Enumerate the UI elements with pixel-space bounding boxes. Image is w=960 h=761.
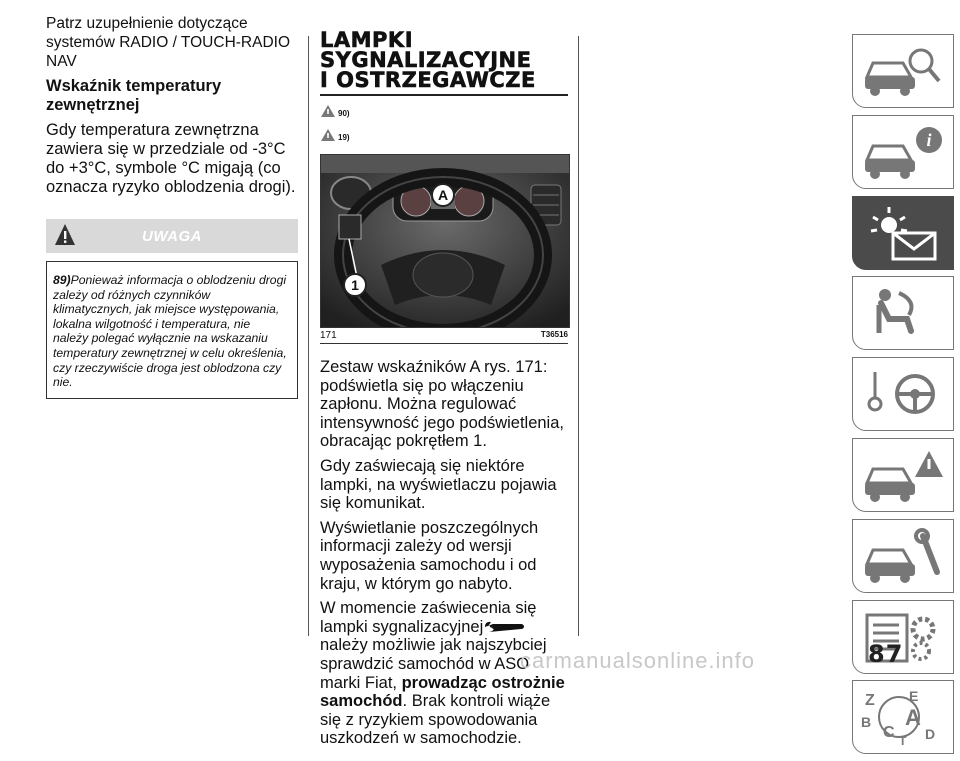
warning-label: UWAGA xyxy=(142,228,202,245)
tab-airbag-seat[interactable] xyxy=(852,276,954,350)
warning-bar xyxy=(46,219,298,253)
left-column xyxy=(46,14,298,399)
svg-text:B: B xyxy=(861,714,872,731)
car-warning-triangle-icon xyxy=(859,445,947,505)
svg-text:Z: Z xyxy=(865,692,875,710)
paragraph-1: Zestaw wskaźników A rys. 171: podświetla się po włączeniu zapłonu. Można regulować intensywność jego podświetlenia, obracając pokrętłem 1. xyxy=(320,358,564,451)
car-wrench-icon xyxy=(859,526,947,586)
tab-car-warning[interactable] xyxy=(852,438,954,512)
paragraph-3: Wyświetlanie poszczególnych informacji zależy od wersji wyposażenia samochodu i od kraju, w którym go nabyto. xyxy=(320,518,539,593)
chapter-title-line3: I OSTRZEGAWCZE xyxy=(320,68,536,92)
reference-number: 19) xyxy=(338,132,350,142)
figure-code: T36516 xyxy=(540,330,568,339)
svg-text:T: T xyxy=(899,734,907,748)
car-info-icon xyxy=(859,122,947,182)
svg-text:D: D xyxy=(925,726,936,743)
warning-text: Ponieważ informacja o oblodzeniu drogi zależy od różnych czynników klimatycznych, jak miejsce występowania, lokalna wilgotność i temperatura, nie należy polegać wyłącznie na wskazaniu temperatury zewnętrznej w celu określenia, czy rzeczywiście droga jest oblodzona czy nie. xyxy=(53,273,287,390)
dashboard-figure xyxy=(320,154,570,328)
svg-text:A: A xyxy=(905,705,921,731)
section-heading: Wskaźnik temperatury zewnętrznej xyxy=(46,77,222,114)
reference-number: 90) xyxy=(338,108,350,118)
page-number: 87 xyxy=(868,640,904,668)
tab-car-wrench[interactable] xyxy=(852,519,954,593)
tab-alphabet-index[interactable] xyxy=(852,680,954,754)
svg-text:i: i xyxy=(926,129,932,150)
paragraph-4-mid: należy możliwie jak najszybciej sprawdzić samochód w ASO marki Fiat, xyxy=(320,636,547,692)
tab-steering-key[interactable] xyxy=(852,357,954,431)
figure-rule xyxy=(320,343,568,344)
steering-key-icon xyxy=(859,364,947,424)
intro-text: Patrz uzupełnienie dotyczące systemów RADIO / TOUCH-RADIO NAV xyxy=(46,15,291,70)
wrench-icon xyxy=(483,620,525,634)
car-search-icon xyxy=(859,41,947,101)
figure-number: 171 xyxy=(320,330,337,341)
airbag-seat-icon xyxy=(859,283,947,343)
tab-warning-lights[interactable] xyxy=(852,196,954,270)
warning-lights-icon xyxy=(859,203,947,263)
paragraph-4-start: W momencie zaświecenia się lampki sygnalizacyjnej xyxy=(320,599,537,636)
figure-caption xyxy=(320,330,568,341)
svg-text:E: E xyxy=(909,688,919,705)
column-divider-left xyxy=(308,36,309,636)
warning-number: 89) xyxy=(53,273,71,287)
watermark: carmanualsonline.info xyxy=(520,648,756,673)
warning-paragraph xyxy=(53,273,287,390)
reference-19 xyxy=(320,126,570,144)
warning-triangle-icon xyxy=(320,104,336,118)
alphabet-index-icon xyxy=(859,687,947,747)
middle-column xyxy=(320,30,570,754)
body-text xyxy=(320,358,570,748)
column-divider-right xyxy=(578,36,579,636)
warning-box xyxy=(46,261,298,399)
svg-text:C: C xyxy=(883,724,895,742)
figure-label-a: A xyxy=(437,187,449,203)
paragraph-4-end: . Brak kontroli wiąże się z ryzykiem spowodowania uszkodzeń w samochodzie. xyxy=(320,692,551,748)
figure-label-1: 1 xyxy=(351,277,359,293)
chapter-title-line1: LAMPKI xyxy=(320,28,414,52)
chapter-title-line2: SYGNALIZACYJNE xyxy=(320,48,532,72)
title-rule xyxy=(320,94,568,96)
temperature-text: Gdy temperatura zewnętrzna zawiera się w przedziale od -3°C do +3°C, symbole °C migają (co oznacza ryzyko oblodzenia drogi). xyxy=(46,121,296,196)
paragraph-4-bold: prowadząc ostrożnie samochód xyxy=(320,673,565,711)
dashboard-photo-icon xyxy=(321,155,569,327)
tab-car-info[interactable] xyxy=(852,115,954,189)
paragraph-2: Gdy zaświecają się niektóre lampki, na wyświetlaczu pojawia się komunikat. xyxy=(320,456,557,513)
tab-car-search[interactable] xyxy=(852,34,954,108)
warning-triangle-icon xyxy=(320,128,336,142)
reference-90 xyxy=(320,102,570,120)
